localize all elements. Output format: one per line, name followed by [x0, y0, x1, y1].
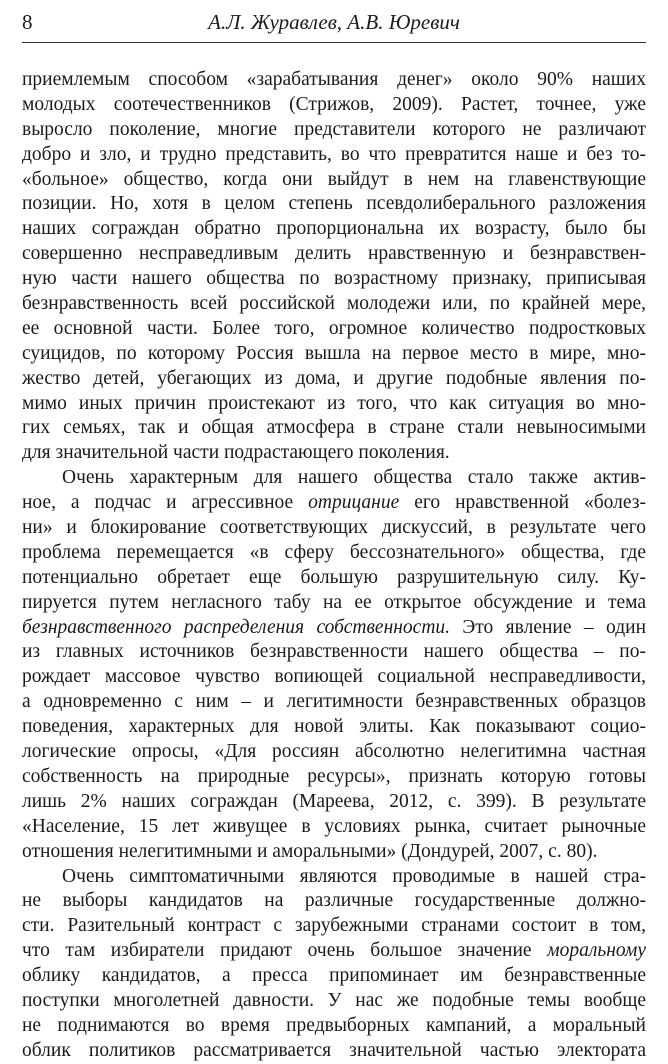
text-run: рождает массовое чувство вопиющей социальной несправедливости,: [22, 666, 646, 688]
text-line: [22, 566, 646, 591]
text-run: «Население, 15 лет живущее в условиях рынка, считает рыночные: [22, 815, 646, 837]
text-line: [22, 989, 646, 1014]
text-line: [22, 740, 646, 765]
text-line: [22, 516, 646, 541]
text-line: [22, 242, 646, 267]
text-line: [22, 616, 646, 641]
text-line: [22, 790, 646, 815]
text-run: облику кандидатов, а пресса припоминает им безнравственные: [22, 965, 646, 987]
text-run: ную части нашего общества по возрастному признаку, приписывая: [22, 268, 646, 290]
text-run: добро и зло, и трудно представить, во что превратится наше и без то-: [22, 143, 646, 165]
text-run: поведения, характерных для новой элиты. Как показывают социо-: [22, 716, 646, 738]
text-run: а одновременно с ним – и легитимности безнравственных образцов: [22, 691, 646, 713]
text-line: [22, 292, 646, 317]
text-line: [22, 640, 646, 665]
text-run: «больное» общество, когда они выйдут в нем на главенствующие: [22, 168, 646, 190]
text-run: не поднимаются во время предвыборных кампаний, а моральный: [22, 1014, 646, 1036]
text-run: пируется путем негласного табу на ее открытое обсуждение и тема: [22, 591, 646, 613]
text-run: проблема перемещается «в сферу бессознательного» общества, где: [22, 541, 646, 563]
text-run: Очень симптоматичными являются проводимые в нашей стра-: [62, 865, 646, 887]
text-line: [22, 939, 646, 964]
text-run: приемлемым способом «зарабатывания денег» около 90% наших: [22, 69, 646, 90]
text-run: для значительной части подрастающего поколения.: [22, 442, 450, 464]
text-line: [22, 491, 646, 516]
text-line: [22, 541, 646, 566]
text-run: ее основной части. Более того, огромное количество подростковых: [22, 317, 646, 339]
text-line: [22, 93, 646, 118]
text-line: [22, 367, 646, 392]
italic-term: безнравственного распределения собственности.: [22, 616, 451, 638]
text-line: [22, 317, 646, 342]
text-run: наших сограждан обратно пропорциональна их возрасту, было бы: [22, 218, 646, 240]
text-line: [22, 591, 646, 616]
text-run: потенциально обретает еще большую разрушительную силу. Ку-: [22, 566, 646, 588]
text-line: [22, 416, 646, 441]
text-run: безнравственность всей российской молодежи или, по крайней мере,: [22, 293, 646, 315]
text-run: выросло поколение, многие представители которого не различают: [22, 118, 646, 140]
body-text: [22, 68, 646, 1064]
text-line: [22, 143, 646, 168]
text-line: [22, 690, 646, 715]
text-run: сти. Разительный контраст с зарубежными странами состоит в том,: [22, 915, 646, 937]
running-head-authors: А.Л. Журавлев, А.В. Юревич: [208, 10, 460, 34]
text-line: [22, 964, 646, 989]
text-line: [22, 815, 646, 840]
text-run: лишь 2% наших сограждан (Мареева, 2012, с. 399). В результате: [22, 790, 646, 812]
paragraph: [22, 68, 646, 466]
text-run: совершенно несправедливым делить нравственную и безнравствен-: [22, 243, 646, 265]
text-line: [22, 118, 646, 143]
italic-term: отрицание: [308, 492, 400, 514]
text-run: позиции. Но, хотя в целом степень псевдолиберального разложения: [22, 193, 646, 215]
paragraph: [22, 865, 646, 1064]
text-run: не выборы кандидатов на различные государственные должно-: [22, 890, 646, 912]
italic-term: моральному: [547, 940, 646, 962]
text-line: [22, 267, 646, 292]
running-header: [22, 6, 646, 43]
text-run: что там избиратели придают очень большое значение: [22, 940, 548, 962]
text-line: [22, 441, 646, 466]
text-run: гих семьях, так и общая атмосфера в стране стали невыносимыми: [22, 417, 646, 439]
text-run: Очень характерным для нашего общества стало также актив-: [62, 467, 646, 489]
text-line: [22, 392, 646, 417]
text-run: логические опросы, «Для россиян абсолютно нелегитимна частная: [22, 741, 646, 763]
text-line: [22, 914, 646, 939]
text-line: [22, 168, 646, 193]
text-run: жество детей, убегающих из дома, и другие подобные явления по-: [22, 367, 646, 389]
text-line: [22, 840, 646, 865]
text-run: поступки многолетней давности. У нас же подобные темы вообще: [22, 989, 646, 1011]
text-line: [22, 765, 646, 790]
text-run: его нравственной «болез-: [399, 492, 646, 514]
text-line: [22, 665, 646, 690]
text-line: [22, 865, 646, 890]
text-run: молодых соотечественников (Стрижов, 2009). Растет, точнее, уже: [22, 93, 646, 115]
text-line: [22, 1014, 646, 1039]
text-line: [22, 68, 646, 93]
text-line: [22, 889, 646, 914]
text-run: мимо иных причин проистекают из того, что как ситуация во мно-: [22, 392, 646, 414]
text-run: из главных источников безнравственности нашего общества – по-: [22, 641, 646, 663]
text-line: [22, 715, 646, 740]
text-run: собственность на природные ресурсы», признать которую готовы: [22, 765, 646, 787]
text-run: Это явление – один: [450, 616, 647, 638]
text-line: [22, 192, 646, 217]
text-line: [22, 217, 646, 242]
text-line: [22, 342, 646, 367]
text-run: суицидов, по которому Россия вышла на первое место в мире, мно-: [22, 342, 646, 364]
text-run: ни» и блокирование соответствующих дискуссий, в результате чего: [22, 517, 646, 539]
text-run: облик политиков рассматривается значительной частью электората: [22, 1039, 646, 1061]
text-run: отношения нелегитимными и аморальными» (Дондурей, 2007, с. 80).: [22, 840, 598, 862]
text-run: ное, а подчас и агрессивное: [22, 492, 309, 514]
paragraph: [22, 466, 646, 864]
text-line: [22, 466, 646, 491]
page-number: 8: [22, 10, 33, 34]
